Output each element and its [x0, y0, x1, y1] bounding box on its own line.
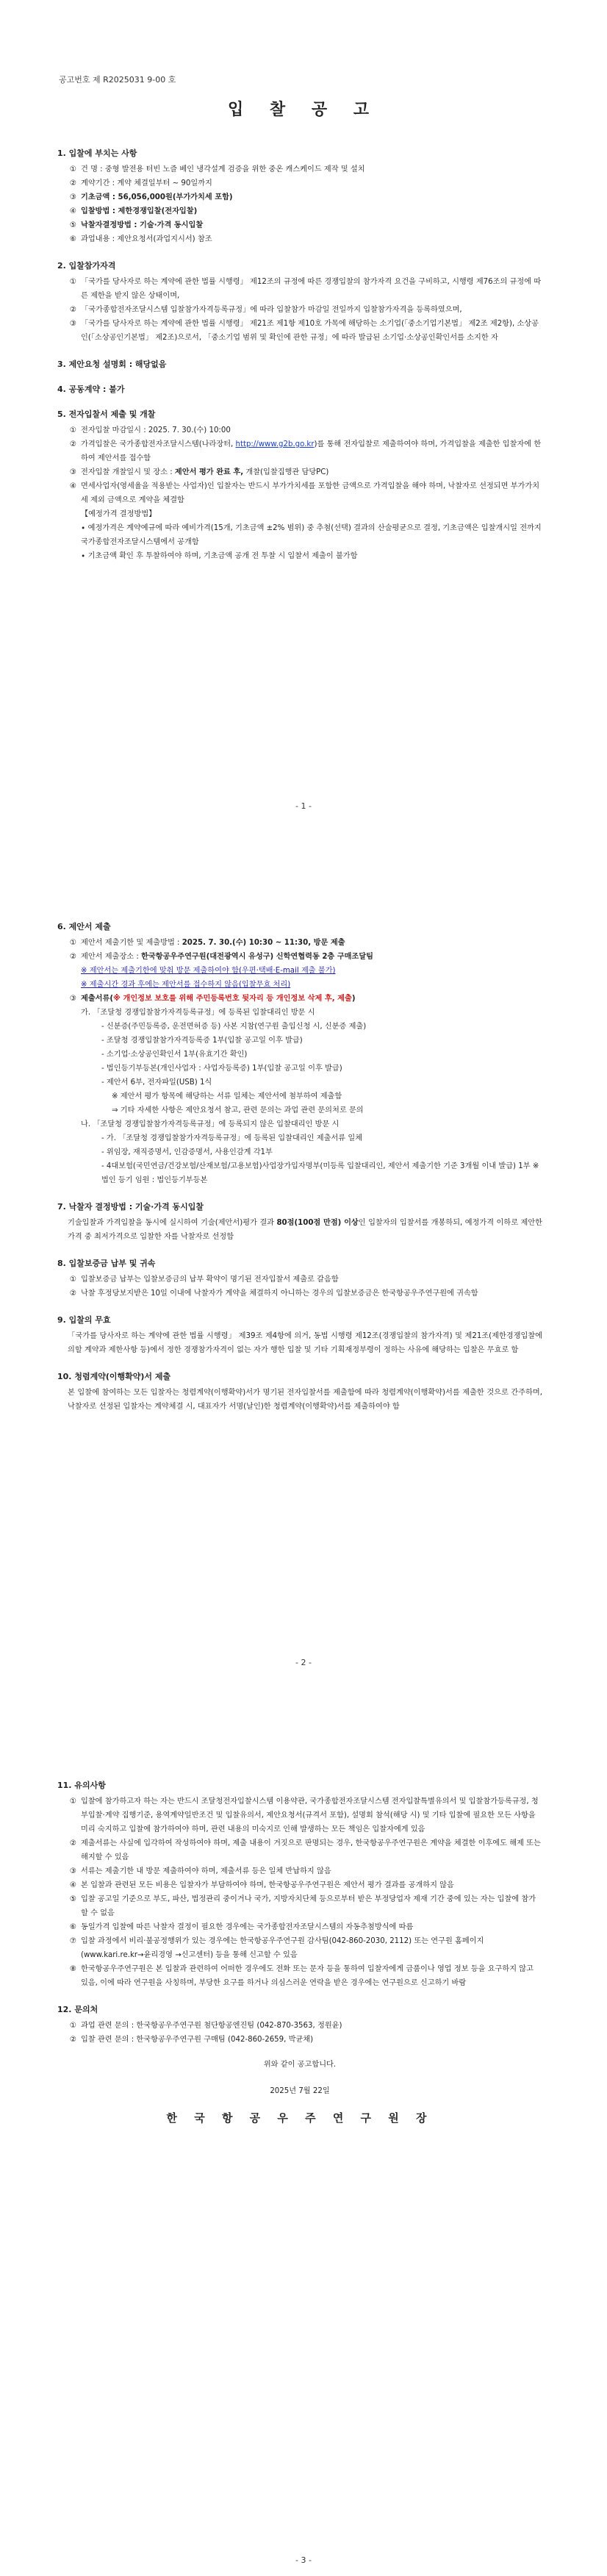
- s1-item-5: ⑤ 낙찰자결정방법 : 기술·가격 동시입찰: [69, 221, 204, 229]
- page-number-3: - 3 -: [295, 2555, 312, 2565]
- s11-item: ① 입찰에 참가하고자 하는 자는 반드시 조달청전자입찰시스템 이용약관, 국가종합전자조달시스템 전자입찰특별유의서 및 입찰참가등록규정, 청부입찰·계약 집행기준, 용역계약일반조건 및 입찰유의서, 제안요청서(규격서 포함), 설명회 참석(해당 시) 및 기타 입찰에 필요한 모든 사항을 미리 숙지하고 입찰에 참가하여야 하며, 관련 내용의 미숙지로 인해 발생하는 모든 책임은 입찰자에게 있음: [69, 1797, 539, 1833]
- section-12-heading: 12. 문의처: [57, 2005, 98, 2014]
- s6-note-2: ※ 제출시간 경과 후에는 제안서를 접수하지 않음(입찰무효 처리): [81, 981, 291, 989]
- notice-date: 2025년 7월 22일: [270, 2087, 330, 2095]
- issuer-signature: 한 국 항 공 우 주 연 구 원 장: [166, 2111, 434, 2125]
- s9-body: 「국가를 당사자로 하는 계약에 관한 법률 시행령」 제39조 제4항에 의거, 동법 시행령 제12조(경쟁입찰의 참가자격) 및 제21조(제한경쟁입찰에 의할 계약과 제한사항 등)에서 정한 경쟁참가자격이 없는 자가 행한 입찰 및 기타 기획재정부령이 정하는 사유에 해당하는 입찰은 무효로 함: [68, 1332, 542, 1354]
- s6-ga-item: - 제안서 6부, 전자파일(USB) 1식: [101, 1078, 212, 1087]
- page-number-1: - 1 -: [295, 801, 312, 811]
- page-title: 입 찰 공 고: [228, 101, 379, 119]
- s6-item-3: ③ 제출서류(※ 개인정보 보호를 위해 주민등록번호 뒷자리 등 개인정보 삭제 후, 제출): [69, 995, 356, 1003]
- s11-item: ② 제출서류는 사실에 입각하여 작성하여야 하며, 제출 내용이 거짓으로 판명되는 경우, 한국항공우주연구원은 계약을 체결한 이후에도 해제 또는 해지할 수 있음: [69, 1839, 541, 1861]
- s11-item: ⑧ 한국항공우주연구원은 본 입찰과 관련하여 어떠한 경우에도 전화 또는 문자 등을 통하여 입찰자에게 금품이나 영업 정보 등을 요구하지 않고 있음, 이에 따라 연구원을 사칭하며, 부당한 요구를 하거나 의심스러운 연락을 받은 경우에는 연구원으로 신고하기 바람: [69, 1965, 534, 1987]
- section-10-heading: 10. 청렴계약(이행확약)서 제출: [57, 1372, 171, 1381]
- page-number-2: - 2 -: [295, 1658, 312, 1667]
- s6-na-item: - 4대보험(국민연금/건강보험/산재보험/고용보험)사업장가입자명부(미등록 입찰대리인, 제안서 제출기한 기준 3개월 이내 발급) 1부 ※ 법인 등기 임원 : 법인등기부등본: [101, 1162, 539, 1184]
- section-6-heading: 6. 제안서 제출: [57, 922, 111, 931]
- s6-item-1: ① 제안서 제출기한 및 제출방법 : 2025. 7. 30.(수) 10:30 ~ 11:30, 방문 제출: [69, 939, 345, 947]
- s11-item: ④ 본 입찰과 관련된 모든 비용은 입찰자가 부담하여야 하며, 한국항공우주연구원은 제안서 평가 결과를 공개하지 않음: [69, 1881, 454, 1889]
- s1-item-6: ⑥ 과업내용 : 제안요청서(과업지시서) 참조: [69, 235, 212, 243]
- s6-ga-item: - 법인등기부등본(개인사업자 : 사업자등록증) 1부(입찰 공고일 이후 발급): [101, 1065, 342, 1073]
- s6-note-1: ※ 제안서는 제출기한에 맞춰 방문 제출하여야 함(우편·택배·E-mail 제출 불가): [81, 967, 336, 975]
- pricing-heading: 【예정가격 결정방법】: [81, 510, 157, 518]
- s11-item: ⑥ 동일가격 입찰에 따른 낙찰자 결정이 필요한 경우에는 국가종합전자조달시스템의 자동추첨방식에 따름: [69, 1923, 414, 1931]
- s6-ga: 가. 「조달청 경쟁입찰참가자격등록규정」에 등록된 입찰대리인 방문 시: [81, 1009, 315, 1017]
- s2-item-2: ② 「국가종합전자조달시스템 입찰참가자격등록규정」에 따라 입찰참가 마감일 전일까지 입찰참가자격을 등록하였으며,: [69, 306, 462, 314]
- page-3: [0, 1717, 607, 2576]
- section-5-heading: 5. 전자입찰서 제출 및 개찰: [57, 409, 156, 419]
- s1-item-2: ② 계약기간 : 계약 체결일부터 ~ 90일까지: [69, 179, 212, 187]
- section-2-heading: 2. 입찰참가자격: [57, 261, 116, 271]
- section-4-heading: 4. 공동계약 : 불가: [57, 384, 125, 394]
- s6-ga-item: - 조달청 경쟁입찰참가자격등록증 1부(입찰 공고일 이후 발급): [101, 1037, 303, 1045]
- s11-item: ③ 서류는 제출기한 내 방문 제출하여야 하며, 제출서류 등은 일체 반납하지 않음: [69, 1867, 331, 1875]
- section-8-heading: 8. 입찰보증금 납부 및 귀속: [57, 1259, 156, 1268]
- g2b-link[interactable]: http://www.g2b.go.kr: [235, 440, 315, 448]
- pricing-note-1: ∙ 예정가격은 계약예규에 따라 예비가격(15개, 기초금액 ±2% 범위) 중 추첨(선택) 결과의 산술평균으로 결정, 기초금액은 입찰개시일 전까지 국가종합전자조달시스템에서 공개함: [81, 524, 542, 546]
- s5-item-1: ① 전자입찰 마감일시 : 2025. 7. 30.(수) 10:00: [69, 426, 231, 434]
- section-3-heading: 3. 제안요청 설명회 : 해당없음: [57, 359, 167, 369]
- page-2: [0, 859, 607, 1717]
- closing-text: 위와 같이 공고합니다.: [263, 2061, 337, 2069]
- s6-na-item: - 가. 「조달청 경쟁입찰참가자격등록규정」에 등록된 입찰대리인 제출서류 일체: [101, 1134, 363, 1142]
- s1-item-3: ③ 기초금액 : 56,056,000원(부가가치세 포함): [69, 193, 233, 201]
- s6-ga-item: - 신분증(주민등록증, 운전면허증 등) 사본 지참(연구원 출입신청 시, 신분증 제출): [101, 1023, 367, 1031]
- s6-ga-item: - 소기업·소상공인확인서 1부(유효기간 확인): [101, 1051, 248, 1059]
- page-2-body: [57, 907, 542, 1414]
- s6-item-2: ② 제안서 제출장소 : 한국항공우주연구원(대전광역시 유성구) 신학연협력동 2층 구매조달팀: [69, 953, 374, 961]
- s6-na-item: - 위임장, 재직증명서, 인감증명서, 사용인감계 각1부: [101, 1148, 273, 1156]
- s1-item-1: ① 건 명 : 중형 발전용 터빈 노즐 베인 냉각설계 검증을 위한 중온 캐스케이드 제작 및 설치: [69, 165, 365, 173]
- s6-ga-note-2: ⇒ 기타 자세한 사항은 제안요청서 참고, 관련 문의는 과업 관련 문의처로 문의: [112, 1106, 364, 1115]
- section-7-heading: 7. 낙찰자 결정방법 : 기술·가격 동시입찰: [57, 1202, 204, 1212]
- section-1-heading: 1. 입찰에 부치는 사항: [57, 149, 137, 158]
- s12-item-2: ② 입찰 관련 문의 : 한국항공우주연구원 구매팀 (042-860-2659, 박균채): [69, 2036, 314, 2044]
- pricing-note-2: ∙ 기초금액 확인 후 투찰하여야 하며, 기초금액 공개 전 투찰 시 입찰서 제출이 불가함: [81, 552, 358, 560]
- page-1: [0, 0, 607, 859]
- s6-ga-note-1: ※ 제안서 평가 항목에 해당하는 서류 일체는 제안서에 첨부하여 제출함: [112, 1092, 342, 1101]
- doc-number: 공고번호 제 R2025031 9-00 호: [59, 75, 176, 85]
- s7-body: 기술입찰과 가격입찰을 동시에 실시하여 기술(제안서)평가 결과 80점(100점 만점) 이상인 입찰자의 입찰서를 개봉하되, 예정가격 이하로 제안한 가격 중 최저가격으로 입찰한 자를 낙찰자로 선정함: [68, 1219, 543, 1241]
- s2-item-1: ① 「국가를 당사자로 하는 계약에 관한 법률 시행령」 제12조의 규정에 따른 경쟁입찰의 참가자격 요건을 구비하고, 시행령 제76조의 규정에 따른 제한을 받지 않은 상태이며,: [69, 278, 542, 300]
- s11-item: ⑦ 입찰 과정에서 비리·불공정행위가 있는 경우에는 한국항공우주연구원 감사팀(042-860-2030, 2112) 또는 연구원 홈페이지(www.kari.re.kr→윤리경영 →신고센터) 등을 통해 신고할 수 있음: [69, 1937, 484, 1959]
- s11-item: ⑤ 입찰 공고일 기준으로 부도, 파산, 법정관리 중이거나 국가, 지방자치단체 등으로부터 받은 부정당업자 제재 기간 중에 있는 자는 입찰에 참가할 수 없음: [69, 1895, 536, 1917]
- s1-item-4: ④ 입찰방법 : 제한경쟁입찰(전자입찰): [69, 207, 198, 215]
- s5-item-4: ④ 면세사업자(영세율을 적용받는 사업자)인 입찰자는 반드시 부가가치세를 포함한 금액으로 가격입찰을 해야 하며, 낙찰자로 선정되면 부가가치세 제외 금액으로 계약을 체결함: [69, 482, 540, 504]
- s6-na: 나. 「조달청 경쟁입찰참가자격등록규정」에 등록되지 않은 입찰대리인 방문 시: [81, 1120, 340, 1128]
- s2-item-3: ③ 「국가를 당사자로 하는 계약에 관한 법률 시행령」 제21조 제1항 제10호 가목에 해당하는 소기업(「중소기업기본법」 제2조 제2항), 소상공인(「소상공인기본법」 제2조)으로서, 「중소기업 범위 및 확인에 관한 규정」에 따라 발급된 소기업·소상공인확인서를 소지한 자: [69, 320, 539, 342]
- s5-item-3: ③ 전자입찰 개찰일시 및 장소 : 제안서 평가 완료 후, 개찰(입찰집행관 담당PC): [69, 468, 329, 476]
- s10-body: 본 입찰에 참여하는 모든 입찰자는 청렴계약(이행확약)서가 명기된 전자입찰서를 제출함에 따라 청렴계약(이행확약)서를 제출한 것으로 간주하며, 낙찰자로 선정된 입찰자는 계약체결 시, 대표자가 서명(날인)한 청렴계약(이행확약)서를 제출하여야 함: [68, 1389, 542, 1411]
- section-9-heading: 9. 입찰의 무효: [57, 1315, 111, 1325]
- s8-item-2: ② 낙찰 후정당보지받은 10일 이내에 낙찰자가 계약을 체결하지 아니하는 경우의 입찰보증금은 한국항공우주연구원에 귀속함: [69, 1289, 478, 1298]
- s8-item-1: ① 입찰보증금 납부는 입찰보증금의 납부 확약이 명기된 전자입찰서 제출로 갈음함: [69, 1276, 339, 1284]
- section-11-heading: 11. 유의사항: [57, 1781, 106, 1790]
- s5-item-2: ② 가격입찰은 국가종합전자조달시스템(나라장터, http://www.g2b.go.kr)를 통해 전자입찰로 제출하여야 하며, 가격입찰을 제출한 입찰자에 한하여 제안서를 접수함: [69, 440, 542, 462]
- page-3-body: [57, 1766, 542, 2125]
- s12-item-1: ① 과업 관련 문의 : 한국항공우주연구원 첨단항공엔진팀 (042-870-3563, 정원윤): [69, 2022, 342, 2030]
- page-1-body: [57, 134, 542, 563]
